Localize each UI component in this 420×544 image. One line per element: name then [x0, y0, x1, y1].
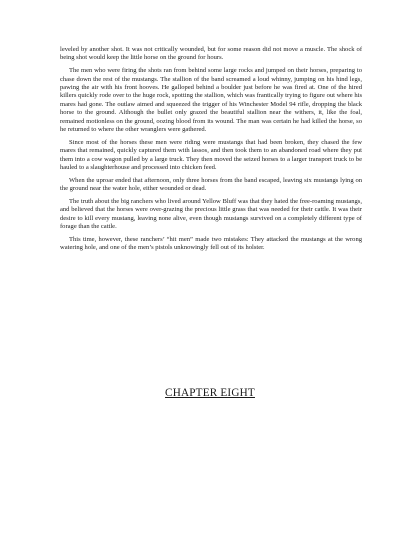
paragraph: leveled by another shot. It was not critically wounded, but for some reason did not move a muscle. The shock of being shot would keep the little horse on the ground for hours.	[60, 46, 362, 62]
paragraph: The truth about the big ranchers who lived around Yellow Bluff was that they hated the free-roaming mustangs, and believed that the horses were over-grazing the precious little grass that was needed for their cattle. It was their desire to kill every mustang, leaving none alive, even though mustangs survived on a completely different type of forage than the cattle.	[60, 198, 362, 231]
paragraph: When the uproar ended that afternoon, only three horses from the band escaped, leaving six mustangs lying on the ground near the water hole, either wounded or dead.	[60, 176, 362, 193]
paragraph: The men who were firing the shots ran from behind some large rocks and jumped on their horses, preparing to chase down the rest of the mustangs. The stallion of the band screamed a loud whinny, jumping on his hind legs, pawing the air with his front hooves. He galloped behind a boulder just before he was fired at. One of the hired killers quickly rode over to the huge rock, spotting the stallion, which was frantically trying to figure out where his mares had gone. The outlaw aimed and squeezed the trigger of his Winchester Model 94 rifle, dropping the black horse to the ground. Although the bullet only grazed the beautiful stallion near the withers, it, like the foal, remained motionless on the ground, oozing blood from its wound. The man was certain he had killed the horse, so he returned to where the other wranglers were gathered.	[60, 67, 362, 134]
body-text	[60, 46, 362, 257]
chapter-heading: CHAPTER EIGHT	[165, 387, 255, 399]
paragraph: This time, however, these ranchers’ “hit men” made two mistakes: They attacked the mustangs at the wrong watering hole, and one of the men’s pistols unknowingly fell out of its holster.	[60, 236, 362, 252]
paragraph: Since most of the horses these men were riding were mustangs that had been broken, they chased the few mares that remained, quickly captured them with lassos, and then took them to an abandoned road where they put them into a cow wagon pulled by a large truck. They then moved the seized horses to a larger transport truck to be hauled to a slaughterhouse and processed into chicken feed.	[60, 138, 362, 172]
